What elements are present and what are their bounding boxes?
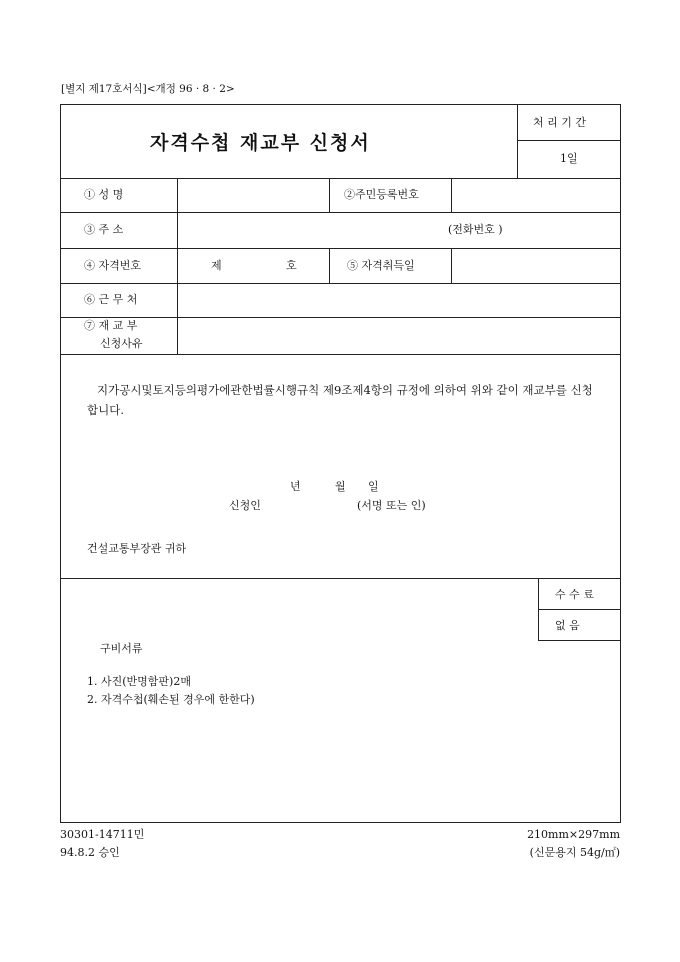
certificate-number-label: ④ 자격번호 xyxy=(84,259,142,272)
certificate-date-label: ⑤ 자격취득일 xyxy=(347,259,415,272)
signature-label: (서명 또는 인) xyxy=(357,499,426,512)
processing-period-label: 처 리 기 간 xyxy=(533,116,586,129)
reason-field[interactable] xyxy=(179,319,618,353)
date-year: 년 xyxy=(290,480,301,493)
statement-text: 지가공시및토지등의평가에관한법률시행규칙 제9조제4항의 규정에 의하여 위와 같이 재교부를 신청합니다. xyxy=(87,383,593,417)
workplace-field[interactable] xyxy=(179,285,618,316)
certificate-date-field[interactable] xyxy=(453,250,618,282)
reason-label-line2: 신청사유 xyxy=(100,337,143,350)
date-day: 일 xyxy=(368,480,379,493)
name-label: ① 성 명 xyxy=(84,188,124,201)
fee-value: 없 음 xyxy=(555,619,580,632)
applicant-label: 신청인 xyxy=(229,499,261,512)
certificate-number-je: 제 xyxy=(211,259,222,272)
documents-title: 구비서류 xyxy=(100,642,143,655)
form-code: 30301-14711민 xyxy=(60,828,145,841)
paper-size: 210mm×297mm xyxy=(527,828,620,841)
paper-type: (신문용지 54g/㎡) xyxy=(529,846,620,859)
address-field[interactable] xyxy=(179,214,444,247)
processing-period-value: 1일 xyxy=(560,152,578,165)
form-header: [별지 제17호서식]<개정 96 · 8 · 2> xyxy=(61,83,235,95)
documents-item-2: 2. 자격수첩(훼손된 경우에 한한다) xyxy=(87,693,255,706)
documents-item-1: 1. 사진(반명함판)2매 xyxy=(87,675,191,688)
certificate-number-ho: 호 xyxy=(286,259,297,272)
phone-label: (전화번호 ) xyxy=(448,223,503,236)
name-field[interactable] xyxy=(179,180,327,211)
workplace-label: ⑥ 근 무 처 xyxy=(84,293,138,306)
recipient-text: 건설교통부장관 귀하 xyxy=(87,542,187,555)
date-month: 월 xyxy=(335,480,346,493)
reason-label-line1: ⑦ 재 교 부 xyxy=(84,319,138,332)
resident-number-label: ②주민등록번호 xyxy=(344,188,419,201)
form-title: 자격수첩 재교부 신청서 xyxy=(150,132,371,154)
resident-number-field[interactable] xyxy=(453,180,618,211)
address-label: ③ 주 소 xyxy=(84,223,124,236)
approval-date: 94.8.2 승인 xyxy=(60,846,120,859)
fee-label: 수 수 료 xyxy=(555,588,594,601)
